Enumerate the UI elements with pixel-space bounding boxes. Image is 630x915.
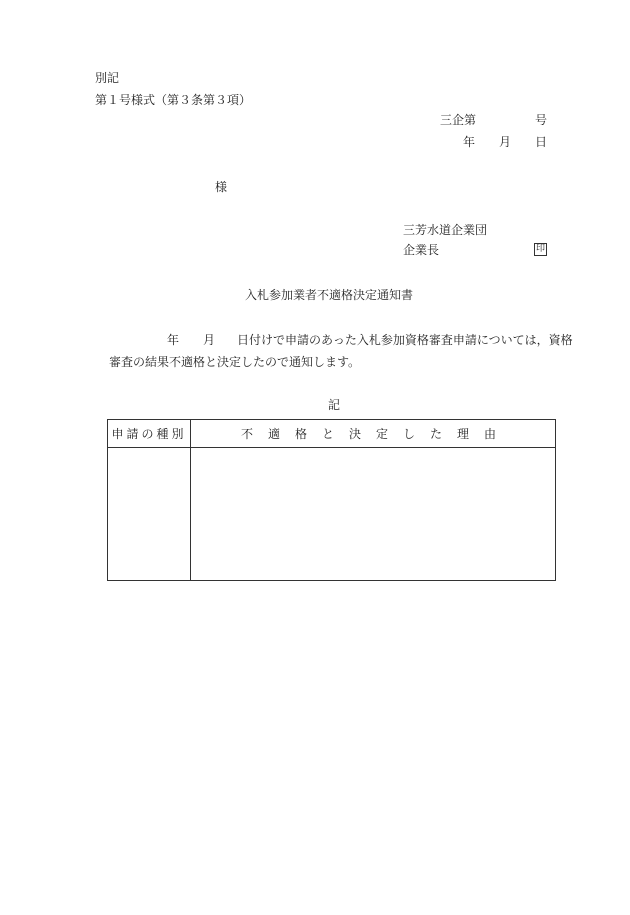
table-header-application-type: 申請の種別 (111, 427, 187, 441)
doc-number-prefix: 三企第 (440, 113, 477, 127)
ki-label: 記 (328, 398, 341, 412)
issuer-seal: 印 (535, 244, 545, 254)
date-month: 月 (499, 135, 512, 149)
body-year: 年 (167, 333, 180, 347)
table-header-reason: 不適格と決定した理由 (240, 427, 511, 441)
date-year: 年 (463, 135, 476, 149)
body-line1: 日付けで申請のあった入札参加資格審査申請については，資格 (237, 333, 573, 347)
body-month: 月 (203, 333, 216, 347)
issuer-title: 企業長 (403, 243, 440, 257)
issuer-organization: 三芳水道企業団 (403, 223, 488, 237)
table-column-divider (190, 420, 191, 580)
body-line2: 審査の結果不適格と決定したので通知します。 (109, 355, 361, 369)
reason-table (107, 419, 556, 581)
date-day: 日 (535, 135, 548, 149)
doc-number-suffix: 号 (535, 113, 548, 127)
appendix-label: 別記 (95, 71, 120, 85)
table-header-divider (108, 447, 555, 448)
document-title: 入札参加業者不適格決定通知書 (245, 288, 414, 302)
addressee-honorific: 様 (215, 180, 228, 194)
form-number: 第１号様式（第３条第３項） (95, 93, 252, 107)
